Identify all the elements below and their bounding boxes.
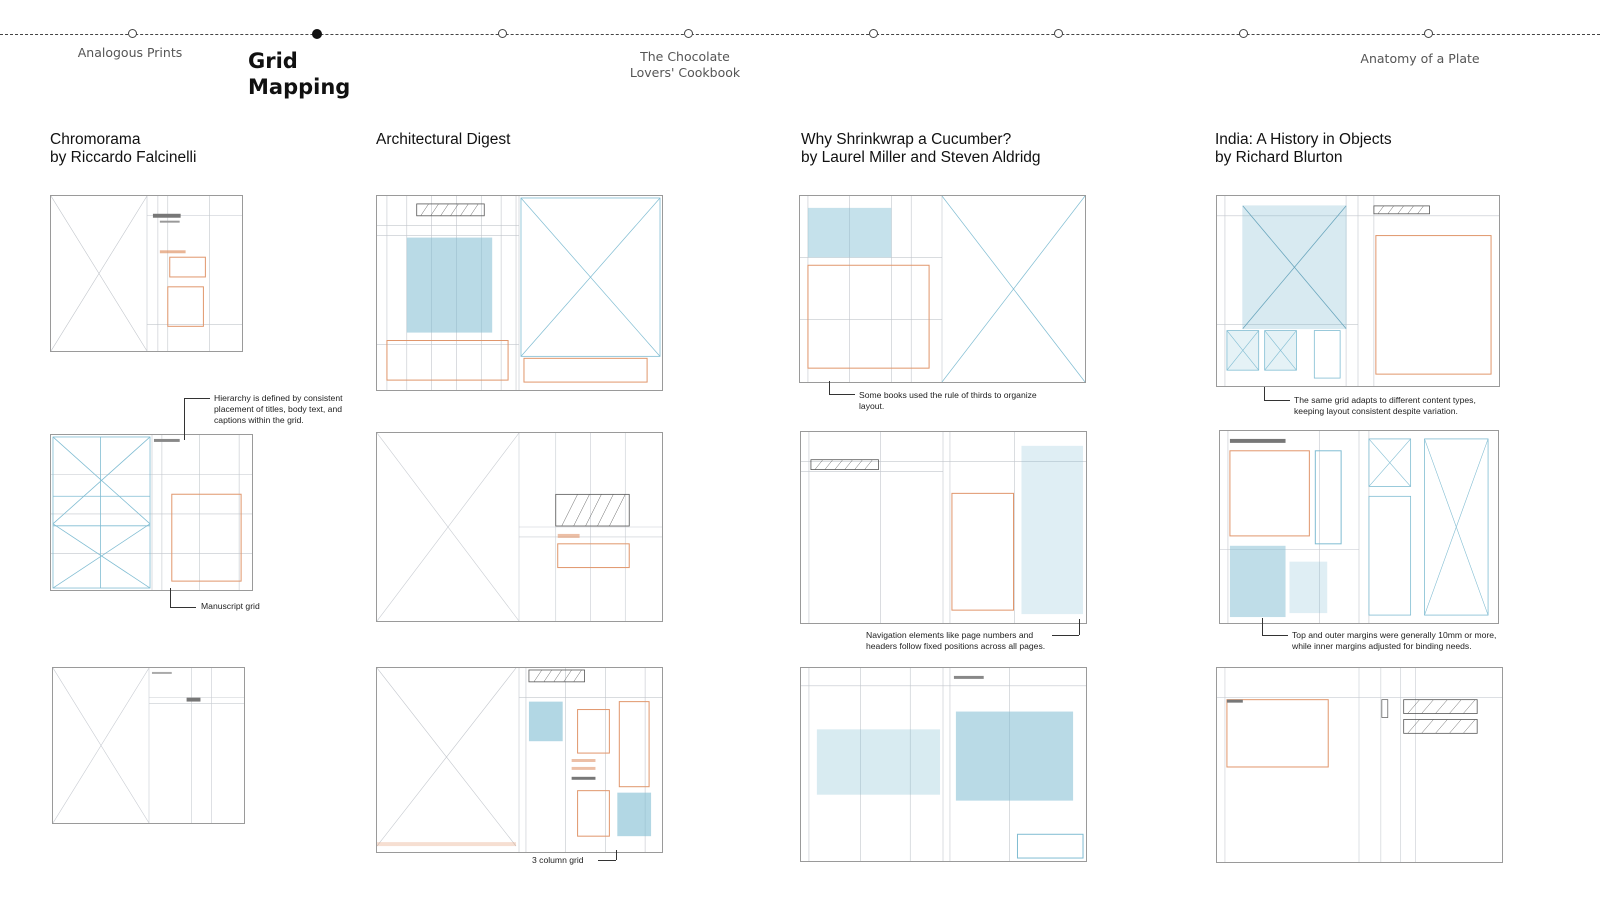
leader-line-same-grid-h bbox=[1264, 400, 1290, 401]
timeline-label-grid-mapping[interactable]: Grid Mapping bbox=[248, 49, 351, 99]
leader-line-same-grid bbox=[1264, 387, 1265, 400]
leader-line-thirds bbox=[829, 381, 830, 394]
grid-sketch-india-1[interactable] bbox=[1216, 195, 1500, 387]
timeline-dot-1[interactable] bbox=[128, 29, 137, 38]
leader-line-three-column bbox=[616, 850, 617, 860]
column-title-chromorama: Chromorama by Riccardo Falcinelli bbox=[50, 131, 197, 166]
leader-line-manuscript bbox=[170, 588, 171, 607]
annotation-hierarchy: Hierarchy is defined by consistent placement of titles, body text, and captions within the grid. bbox=[214, 393, 343, 425]
leader-line-manuscript-h bbox=[170, 607, 196, 608]
leader-line-hierarchy bbox=[184, 398, 185, 440]
leader-line-margins-h bbox=[1262, 635, 1288, 636]
grid-sketch-chromorama-3[interactable] bbox=[52, 667, 245, 824]
timeline-dot-6[interactable] bbox=[1054, 29, 1063, 38]
leader-line-margins bbox=[1262, 618, 1263, 635]
grid-sketch-architectural-1[interactable] bbox=[376, 195, 663, 391]
column-title-shrinkwrap-cucumber: Why Shrinkwrap a Cucumber? by Laurel Miller and Steven Aldridg bbox=[801, 131, 1041, 166]
timeline-label-chocolate-cookbook[interactable]: The Chocolate Lovers' Cookbook bbox=[629, 49, 741, 80]
annotation-three-column-grid: 3 column grid bbox=[532, 855, 584, 865]
timeline-dot-2[interactable] bbox=[312, 29, 322, 39]
column-title-india-history: India: A History in Objects by Richard Blurton bbox=[1215, 131, 1392, 166]
grid-sketch-architectural-2[interactable] bbox=[376, 432, 663, 622]
grid-sketch-india-3[interactable] bbox=[1216, 667, 1503, 863]
grid-sketch-india-2[interactable] bbox=[1219, 430, 1499, 624]
column-title-architectural-digest: Architectural Digest bbox=[376, 131, 511, 148]
annotation-rule-of-thirds: Some books used the rule of thirds to organize layout. bbox=[859, 390, 1037, 411]
timeline-label-anatomy-of-a-plate[interactable]: Anatomy of a Plate bbox=[1360, 51, 1480, 66]
annotation-manuscript-grid: Manuscript grid bbox=[201, 601, 260, 611]
annotation-same-grid: The same grid adapts to different content types, keeping layout consistent despite variation. bbox=[1294, 395, 1476, 416]
grid-sketch-shrinkwrap-1[interactable] bbox=[799, 195, 1086, 383]
leader-line-hierarchy-h bbox=[184, 398, 210, 399]
timeline-dot-8[interactable] bbox=[1424, 29, 1433, 38]
grid-sketch-shrinkwrap-3[interactable] bbox=[800, 667, 1087, 862]
timeline-line bbox=[0, 34, 1600, 35]
timeline-label-analogous-prints[interactable]: Analogous Prints bbox=[77, 45, 183, 60]
timeline-dot-7[interactable] bbox=[1239, 29, 1248, 38]
grid-sketch-chromorama-2[interactable] bbox=[50, 434, 253, 591]
annotation-navigation-elements: Navigation elements like page numbers and headers follow fixed positions across all pages. bbox=[866, 630, 1046, 651]
leader-line-thirds-h bbox=[829, 394, 855, 395]
leader-line-navigation-h bbox=[1052, 635, 1079, 636]
leader-line-navigation bbox=[1079, 619, 1080, 635]
timeline-dot-4[interactable] bbox=[684, 29, 693, 38]
timeline-dot-5[interactable] bbox=[869, 29, 878, 38]
grid-sketch-architectural-3[interactable] bbox=[376, 667, 663, 853]
timeline-dot-3[interactable] bbox=[498, 29, 507, 38]
grid-sketch-shrinkwrap-2[interactable] bbox=[800, 431, 1087, 624]
annotation-margins: Top and outer margins were generally 10mm or more, while inner margins adjusted for binding needs. bbox=[1292, 630, 1497, 651]
grid-sketch-chromorama-1[interactable] bbox=[50, 195, 243, 352]
